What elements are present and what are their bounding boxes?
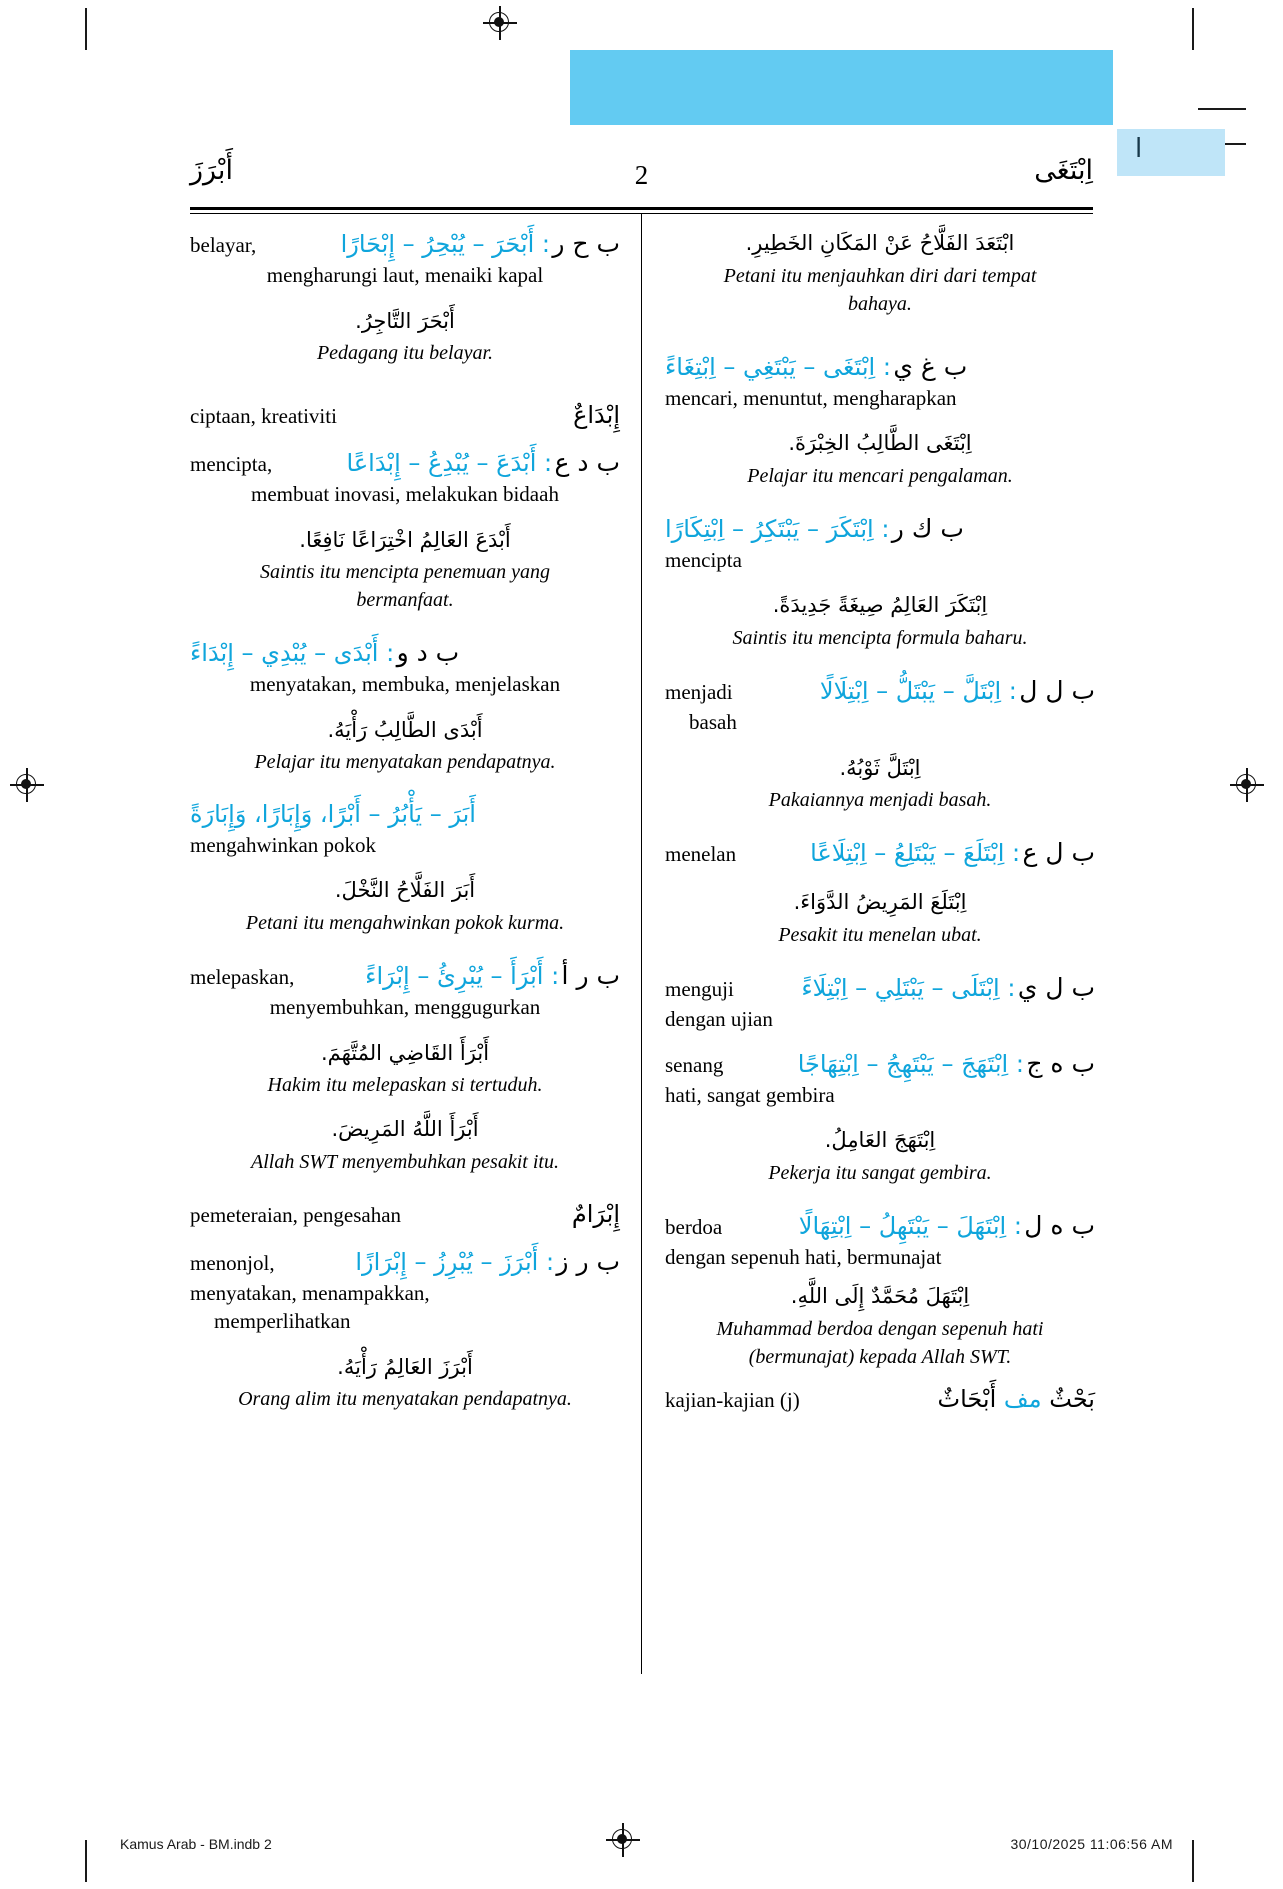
- entry-headword-arabic: ب ل ع : اِبْتَلَعَ – يَبْتَلِعُ – اِبْتِلَاعًا: [810, 838, 1095, 868]
- entry-example-arabic: اِبْتَهَلَ مُحَمَّدٌ إِلَى اللَّهِ.: [790, 1284, 970, 1309]
- entry-example-arabic: اِبْتَكَرَ العَالِمُ صِيغَةً جَدِيدَةً.: [772, 593, 988, 618]
- entry-root-letters: ب ح ر: [552, 229, 620, 258]
- entry-example-translation: Pelajar itu menyatakan pendapatnya.: [254, 751, 556, 774]
- entry-headword-forms: اِبْتَلَّ – يَبْتَلُّ – اِبْتِلَالًا: [819, 677, 1002, 706]
- entry-headword-arabic: ب ل ي : اِبْتَلَى – يَبْتَلِي – اِبْتِلَاءً: [801, 973, 1095, 1003]
- entry-gloss-line: membuat inovasi, melakukan bidaah: [251, 482, 559, 507]
- entry-example-translation: Saintis itu mencipta penemuan yang: [260, 561, 550, 584]
- entry-gloss-inline: melepaskan,: [190, 965, 295, 990]
- entry-headword-forms: أَبْدَعَ – يُبْدِعُ – إِبْدَاعًا: [346, 448, 537, 477]
- entry-gloss-inline: menelan: [665, 842, 737, 867]
- entry-headword-forms: أَبْحَرَ – يُبْحِرُ – إِبْحَارًا: [340, 230, 535, 258]
- entry-example-arabic: اِبْتَغَى الطَّالِبُ الخِبْرَةَ.: [788, 431, 972, 456]
- entry-headword-arabic: ب د ع : أَبْدَعَ – يُبْدِعُ – إِبْدَاعًا: [346, 447, 620, 477]
- entry-example-translation: Orang alim itu menyatakan pendapatnya.: [238, 1388, 572, 1411]
- entry-example-arabic: أَبْدَى الطَّالِبُ رَأْيَهُ.: [327, 717, 483, 742]
- crop-mark-bottom-right: [1192, 1840, 1194, 1882]
- dictionary-entry: [665, 970, 1095, 1034]
- entry-headword-arabic: [938, 1382, 1095, 1417]
- entry-root-letters: ب غ ي: [893, 351, 968, 381]
- entry-headword-forms: اِبْتَلَعَ – يَبْتَلِعُ – اِبْتِلَاعًا: [810, 839, 1005, 868]
- dictionary-entry: [665, 835, 1095, 948]
- entry-root-letters: ب ر أ: [561, 961, 620, 991]
- dictionary-entry: [190, 1197, 620, 1232]
- dictionary-entry: [665, 1208, 1095, 1370]
- entry-headline: [665, 1208, 1095, 1244]
- entry-plural-marker: مف: [1003, 1385, 1042, 1414]
- dictionary-entry: [665, 1382, 1095, 1417]
- entry-headline: [665, 673, 1095, 709]
- entry-gloss-inline: menguji: [665, 977, 734, 1002]
- entry-example-arabic: أَبْرَأَ القَاضِي المُتَّهَمَ.: [320, 1040, 490, 1065]
- entry-headword-arabic: ب ه ج : اِبْتَهَجَ – يَبْتَهِجُ – اِبْتِهَاجًا: [797, 1048, 1095, 1078]
- crop-mark-top-left: [85, 8, 87, 50]
- entry-gloss-line: mengahwinkan pokok: [190, 833, 377, 858]
- entry-root-letters: ب د و: [396, 638, 460, 668]
- crop-mark-left-upper: [1198, 108, 1246, 110]
- entry-headword-arabic: ب غ ي : اِبْتَغَى – يَبْتَغِي – اِبْتِغَاءً: [665, 351, 968, 381]
- registration-target-right: [1232, 770, 1262, 800]
- entry-headline: [665, 970, 1095, 1006]
- entry-example-translation: Pakaiannya menjadi basah.: [768, 789, 992, 812]
- entry-example-translation: Petani itu mengahwinkan pokok kurma.: [245, 912, 565, 935]
- entry-gloss-line: dengan sepenuh hati, bermunajat: [665, 1245, 942, 1270]
- entry-gloss-inline: kajian-kajian (j): [665, 1388, 800, 1413]
- entry-gloss-inline: senang: [665, 1052, 724, 1077]
- entry-gloss-line: mencari, menuntut, mengharapkan: [665, 385, 957, 410]
- dictionary-column-right: [665, 226, 1095, 1419]
- header-colour-band: [570, 50, 1113, 125]
- entry-root-letters: ب ل ي: [1017, 973, 1095, 1003]
- dictionary-entry: [665, 1046, 1095, 1186]
- entry-example-translation: (bermunajat) kepada Allah SWT.: [748, 1346, 1012, 1369]
- entry-gloss-inline: belayar,: [190, 233, 257, 257]
- entry-headline: [665, 835, 1095, 871]
- entry-gloss-inline: mencipta,: [190, 451, 273, 476]
- entry-headline: [190, 445, 620, 481]
- entry-example-translation: Pelajar itu mencari pengalaman.: [747, 464, 1013, 487]
- entry-headword-forms: أَبْرَأَ – يُبْرِئُ – إِبْرَاءً: [365, 962, 544, 991]
- registration-target-left: [12, 770, 42, 800]
- entry-root-letters: ب ك ر: [891, 513, 964, 543]
- entry-gloss-line: menyembuhkan, menggugurkan: [269, 995, 541, 1020]
- registration-target-top: [485, 8, 515, 38]
- entry-headword-arabic: ب ح ر : أَبْحَرَ – يُبْحِرُ – إِبْحَارًا: [340, 229, 620, 258]
- entry-example-arabic: اِبْتَلَعَ المَرِيضُ الدَّوَاءَ.: [793, 890, 967, 915]
- entry-gloss-line: menyatakan, menampakkan,: [190, 1280, 430, 1305]
- entry-plural-form: أَبْحَاثٌ: [937, 1385, 997, 1414]
- entry-singular-form: بَحْثٌ: [1049, 1385, 1095, 1414]
- running-head-right: اِبْتَغَى: [1034, 155, 1093, 186]
- header-rule-thick: [190, 207, 1093, 210]
- entry-root-letters: ب ل ل: [1019, 676, 1095, 706]
- dictionary-entry: [190, 226, 620, 366]
- entry-example-translation: bahaya.: [848, 292, 912, 315]
- entry-headword-forms: أَبْرَزَ – يُبْرِزُ – إِبْرَازًا: [355, 1247, 539, 1276]
- entry-example-translation: Saintis itu mencipta formula baharu.: [732, 627, 1028, 650]
- crop-mark-top-right: [1192, 8, 1194, 50]
- dictionary-entry: [190, 797, 620, 936]
- entry-example-translation: Pekerja itu sangat gembira.: [768, 1161, 992, 1184]
- entry-headword-forms: اِبْتَلَى – يَبْتَلِي – اِبْتِلَاءً: [801, 974, 1000, 1003]
- dictionary-entry: [190, 958, 620, 1175]
- dictionary-entry: [190, 445, 620, 613]
- entry-gloss-line: basah: [689, 710, 737, 735]
- entry-gloss-inline: menjadi: [665, 680, 733, 705]
- entry-example-translation: Pedagang itu belayar.: [316, 342, 494, 365]
- page-number: 2: [634, 160, 649, 190]
- entry-headline: [190, 398, 620, 433]
- entry-headword-arabic: ب ك ر : اِبْتَكَرَ – يَبْتَكِرُ – اِبْتِكَارًا: [665, 513, 964, 543]
- entry-headword-arabic: ب د و : أَبْدَى – يُبْدِي – إِبْدَاءً: [190, 638, 460, 668]
- entry-example-arabic: أَبْدَعَ العَالِمُ اخْتِرَاعًا نَافِعًا.: [299, 527, 511, 552]
- entry-gloss-inline: pemeteraian, pengesahan: [190, 1202, 402, 1227]
- entry-headline: [190, 226, 620, 262]
- entry-headword-arabic: إِبْدَاعٌ: [573, 401, 620, 430]
- entry-headword-arabic: إِبْرَامٌ: [571, 1199, 620, 1228]
- dictionary-entry: [190, 1244, 620, 1412]
- entry-gloss-line: mengharungi laut, menaiki kapal: [266, 263, 544, 288]
- entry-headword-arabic: ب ه ل : اِبْتَهَلَ – يَبْتَهِلُ – اِبْتِهَالًا: [798, 1210, 1095, 1240]
- entry-root-letters: ب ر ز: [556, 1246, 620, 1276]
- column-divider: [641, 214, 642, 1674]
- entry-root-letters: ب ل ع: [1022, 838, 1095, 868]
- dictionary-column-left: [190, 226, 620, 1414]
- entry-headword-forms: اِبْتَكَرَ – يَبْتَكِرُ – اِبْتِكَارًا: [665, 514, 874, 543]
- entry-example-translation: Hakim itu melepaskan si tertuduh.: [267, 1074, 543, 1097]
- footer-timestamp: 30/10/2025 11:06:56 AM: [1010, 1836, 1173, 1852]
- thumb-tab-letter: ا: [1135, 134, 1143, 164]
- entry-headline: [190, 635, 620, 671]
- entry-example-arabic: أَبْرَأَ اللَّهُ المَرِيضَ.: [331, 1117, 479, 1142]
- entry-gloss-inline: berdoa: [665, 1214, 723, 1239]
- entry-example-arabic: أَبْحَرَ التَّاجِرُ.: [355, 308, 455, 333]
- entry-gloss-inline: ciptaan, kreativiti: [190, 404, 337, 429]
- entry-gloss-inline: menonjol,: [190, 1250, 275, 1275]
- dictionary-entry: [665, 349, 1095, 489]
- entry-root-letters: ب ه ل: [1024, 1210, 1095, 1240]
- entry-root-letters: ب ه ج: [1026, 1048, 1095, 1078]
- footer-file-label: Kamus Arab - BM.indb 2: [120, 1836, 272, 1852]
- entry-root-letters: ب د ع: [554, 447, 620, 477]
- entry-headword-arabic: ب ل ل : اِبْتَلَّ – يَبْتَلُّ – اِبْتِلَالًا: [819, 676, 1095, 706]
- entry-example-arabic: أَبَرَ الفَلَّاحُ النَّخْلَ.: [334, 878, 476, 903]
- entry-example-translation: Muhammad berdoa dengan sepenuh hati: [716, 1318, 1044, 1341]
- entry-headline: [190, 1244, 620, 1280]
- entry-headword-arabic: ب ر أ : أَبْرَأَ – يُبْرِئُ – إِبْرَاءً: [365, 961, 620, 991]
- entry-example-arabic: ابْتَعَدَ الفَلَّاحُ عَنْ المَكَانِ الخَطِيرِ.: [745, 231, 1015, 255]
- entry-headword-forms: اِبْتَهَجَ – يَبْتَهِجُ – اِبْتِهَاجًا: [797, 1049, 1009, 1078]
- entry-gloss-line: memperlihatkan: [214, 1309, 351, 1334]
- dictionary-entry: [190, 398, 620, 433]
- entry-headline: [665, 1046, 1095, 1082]
- dictionary-entry: [665, 673, 1095, 813]
- entry-example-translation: bermanfaat.: [356, 589, 454, 612]
- entry-headword-arabic: ب ر ز : أَبْرَزَ – يُبْرِزُ – إِبْرَازًا: [355, 1246, 620, 1276]
- dictionary-entry: [665, 511, 1095, 651]
- entry-example-arabic: اِبْتَهَجَ العَامِلُ.: [824, 1128, 936, 1153]
- entry-headword-forms: اِبْتَهَلَ – يَبْتَهِلُ – اِبْتِهَالًا: [798, 1211, 1007, 1240]
- entry-gloss-line: hati, sangat gembira: [665, 1082, 835, 1107]
- entry-headword-forms: أَبْدَى – يُبْدِي – إِبْدَاءً: [190, 639, 379, 668]
- entry-example-translation: Petani itu menjauhkan diri dari tempat: [723, 264, 1037, 287]
- entry-headword-arabic: أَبَرَ – يَأْبُرُ – أَبْرًا، وَإِبَارًا، وَإِبَارَةً: [190, 800, 476, 829]
- crop-mark-bottom-left: [85, 1840, 87, 1882]
- running-head-left: أَبْرَزَ: [190, 155, 233, 186]
- entry-headline: [190, 958, 620, 994]
- entry-gloss-line: dengan ujian: [665, 1007, 773, 1032]
- entry-headline: [190, 1197, 620, 1232]
- entry-example-translation: Pesakit itu menelan ubat.: [778, 924, 982, 947]
- entry-gloss-line: menyatakan, membuka, menjelaskan: [249, 672, 561, 697]
- entry-gloss-line: mencipta: [665, 548, 742, 573]
- entry-example-translation: Allah SWT menyembuhkan pesakit itu.: [251, 1150, 559, 1173]
- entry-example-arabic: أَبْرَزَ العَالِمُ رَأْيَهُ.: [337, 1354, 473, 1379]
- dictionary-entry-continuation: [665, 226, 1095, 317]
- entry-example-arabic: اِبْتَلَّ ثَوْبُهُ.: [839, 755, 921, 780]
- dictionary-entry: [190, 635, 620, 775]
- entry-headline: [665, 1382, 1095, 1417]
- entry-headline: [665, 349, 1095, 385]
- registration-target-bottom: [608, 1825, 638, 1855]
- entry-headline: [665, 511, 1095, 547]
- entry-headword-forms: اِبْتَغَى – يَبْتَغِي – اِبْتِغَاءً: [665, 352, 876, 381]
- entry-headline: [190, 797, 620, 832]
